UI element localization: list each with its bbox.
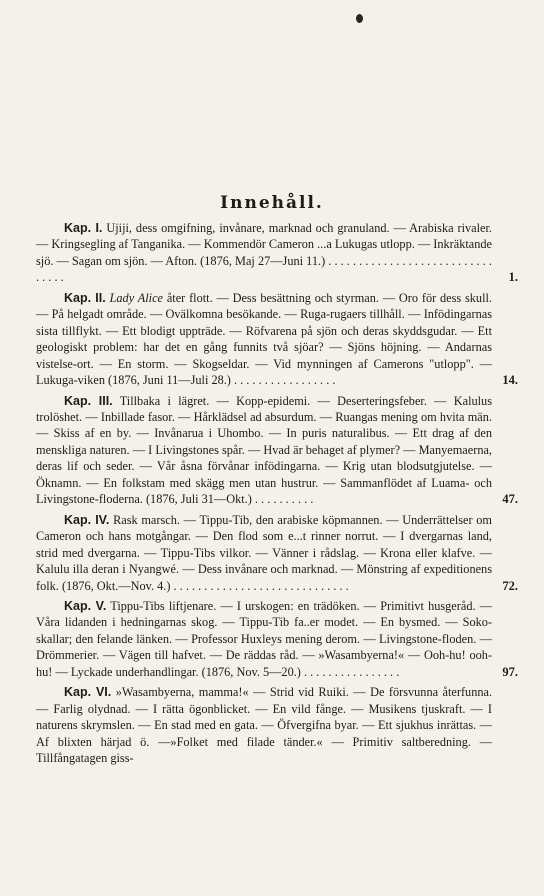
entry-summary: Tillbaka i lägret. — Kopp-epidemi. — Deserteringsfeber. — Kalulus trolöshet. — Inbillade fasor. — Hårklädsel ad absurdum. — Ruangas mening om hvita män. — Skiss af en by. — Invånarua i Uhombo. — In puris naturalibus. — Ett drag af den menskliga naturen. — I Livingstones spår. — Hvad är behaget af plymer? — Manyemaerna, deras lif och seder. — Vår åsna förvånar infödingarna. — Krig utan blodsutgjutelse. — Öknamn. — En folkstam med skägg men utan hustrur. — Sammanflödet af Luama- och Livingstone-floderna. (1876, Juli 31—Okt.) . . . . . . . . . . [36,393,492,507]
toc-entry-6 [36,684,492,766]
entry-summary: Rask marsch. — Tippu-Tib, den arabiske köpmannen. — Underrättelser om Cameron och hans motgångar. — Den flod som e...t rinner norrut. — I dvergarnas land, strid med dvergarna. — Tippu-Tibs vilkor. — Vänner i rådslag. — Krona eller klafve. — Kalulu illa deran i Nyangwé. — Dess invånare och marknad. — Mönstring af expeditionens folk. (1876, Okt.—Nov. 4.) . . . . . . . . . . . . . . . . . . . . . . . . . . . . . [36,512,492,593]
chapter-label: Kap. VI. [64,685,112,700]
entry-text [36,512,492,594]
toc-entry-3 [36,393,518,508]
entry-text [36,684,492,766]
table-of-contents [36,220,518,771]
toc-entry-1 [36,220,518,286]
page-number: 72. [502,578,518,593]
entry-summary: Ujiji, dess omgifning, invånare, marknad och granuland. — Arabiska rivaler. — Kringsegling af Tanganika. — Kommendör Cameron ...a Lukugas utlopp. — Inkräktande sjö. — Sagan om sjön. — Afton. (1876, Maj 27—Juni 11.) . . . . . . . . . . . . . . . . . . . . . . . . . . . . . . . . [36,221,492,285]
page-number: 97. [502,664,518,679]
entry-text [36,393,492,508]
toc-entry-5 [36,598,518,680]
chapter-label: Kap. IV. [64,512,110,527]
chapter-label: Kap. V. [64,598,107,613]
chapter-label: Kap. III. [64,393,113,408]
entry-summary: »Wasambyerna, mamma!« — Strid vid Ruiki. — De försvunna återfunna. — Farlig olydnad. — I rätta ögonblicket. — En vild fånge. — Musikens tjuskraft. — I naturens skrymslen. — En stad med en gata. — Öfvergifna byar. — Ett sjukhus inrättas. — Af blixten härjad ö. —»Folket med filade tänder.« — Primitiv saltberedning. — Tillfångatagen giss- [36,685,493,766]
page-number: 47. [502,492,518,507]
entry-text [36,220,492,286]
toc-entry-4 [36,512,518,594]
page-title: Innehåll. [220,193,324,214]
entry-text [36,598,492,680]
entry-summary: åter flott. — Dess besättning och styrman. — Oro för dess skull. — På helgadt område. — Ovälkomna besökande. — Ruga-rugaers tillhåll. — Infödingarnas sista tillflykt. — Ett blodigt uppträde. — Röfvarena på sjön och deras skyddsgudar. — Ett geologiskt problem: har det en gång funnits två sjöar? — Sjöns höjning. — Andarnas vistelse-ort. — En storm. — Skogseldar. — Vid mynningen af Camerons "utlopp". — Lukuga-viken (1876, Juni 11—Juli 28.) . . . . . . . . . . . . . . . . . [36,290,492,388]
chapter-label: Kap. II. [64,290,106,305]
ink-spot [356,14,363,23]
ship-name: Lady Alice [109,290,164,305]
page-number: 14. [502,373,518,388]
entry-summary: Tippu-Tibs liftjenare. — I urskogen: en trädöken. — Primitivt husgeråd. — Våra lidanden i hedningarnas skog. — Tippu-Tib fa..er modet. — En bysmed. — Soko-skallar; den felande länken. — Professor Huxleys mening derom. — Livingstone-floden. — Drömmerier. — Vägen till hafvet. — De räddas råd. — »Wasambyerna!« — Ooh-hu! ooh-hu! — Lyckade underhandlingar. (1876, Nov. 5—20.) . . . . . . . . . . . . . . . . [36,598,492,679]
page-number: 1. [508,270,518,285]
entry-text [36,290,492,389]
chapter-label: Kap. I. [64,221,103,235]
toc-entry-2 [36,290,518,389]
